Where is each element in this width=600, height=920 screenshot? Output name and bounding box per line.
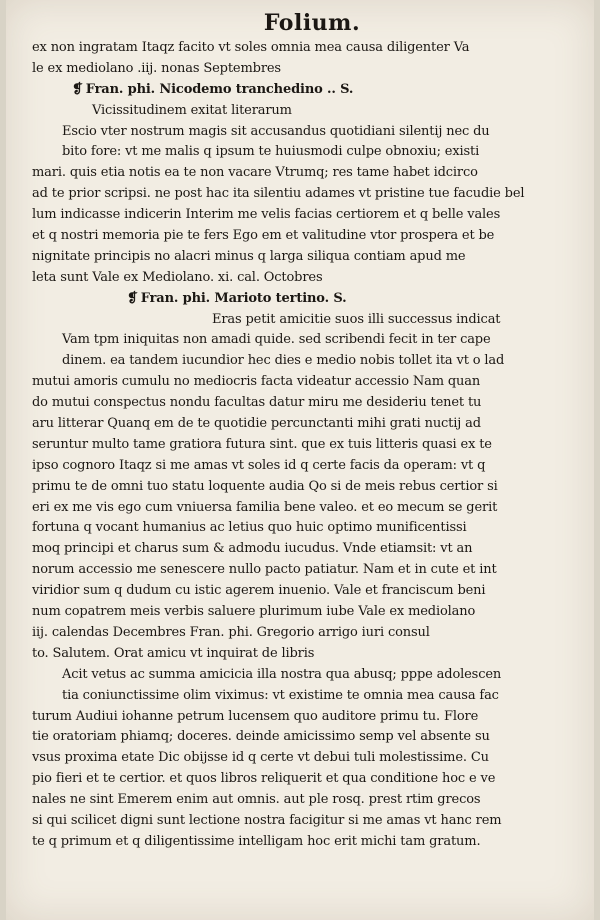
text-line: viridior sum q dudum cu istic agerem inuenio. Vale et franciscum beni — [32, 583, 486, 599]
text-line: moq principi et charus sum & admodu iucudus. Vnde etiamsit: vt an — [32, 541, 473, 557]
letter-argument: Eras petit amicitie suos illi successus indicat — [212, 311, 501, 327]
text-line: primu te de omni tuo statu loquente audia Qo si de meis rebus certior si — [32, 478, 498, 494]
text-line: Acit vetus ac summa amicicia illa nostra qua abusq; pppe adolescen — [62, 666, 502, 682]
text-line: ad te prior scripsi. ne post hac ita silentiu adames vt pristine tue facudie bel — [32, 186, 525, 202]
text-line: seruntur multo tame gratiora futura sint. que ex tuis litteris quasi ex te — [32, 436, 492, 452]
text-line: bito fore: vt me malis q ipsum te huiusmodi culpe obnoxiu; existi — [62, 144, 480, 160]
text-line: Vam tpm iniquitas non amadi quide. sed scribendi fecit in ter cape — [62, 332, 491, 348]
text-line: lum indicasse indicerin Interim me velis facias certiorem et q belle vales — [32, 207, 501, 223]
letter-heading — [32, 289, 582, 310]
text-line: tie oratoriam phiamq; doceres. deinde amicissimo semp vel absente su — [32, 729, 490, 745]
text-line: vsus proxima etate Dic obijsse id q certe vt debui tuli molestissime. Cu — [32, 750, 489, 766]
text-line: Escio vter nostrum magis sit accusandus quotidiani silentij nec du — [62, 123, 490, 139]
text-line: et q nostri memoria pie te fers Ego em et valitudine vtor prospera et be — [32, 228, 495, 244]
text-line: nales ne sint Emerem enim aut omnis. aut ple rosq. prest rtim grecos — [32, 792, 481, 808]
text-line: aru litterar Quanq em de te quotidie percunctanti mihi grati nuctij ad — [32, 416, 481, 432]
text-line: to. Salutem. Orat amicu vt inquirat de libris — [32, 645, 315, 661]
book-page — [6, 0, 594, 920]
text-line: iij. calendas Decembres Fran. phi. Gregorio arrigo iuri consul — [32, 624, 430, 640]
letter-argument: Vicissitudinem exitat literarum — [92, 102, 292, 118]
text-line: do mutui conspectus nondu facultas datur miru me desideriu tenet tu — [32, 395, 482, 411]
letter-block — [32, 330, 582, 664]
letter-addressee: Fran. phi. Nicodemo tranchedino .. S. — [85, 81, 354, 97]
text-line: eri ex me vis ego cum vniuersa familia bene valeo. et eo mecum se gerit — [32, 499, 498, 515]
paragraph-mark-icon: ❡ — [127, 290, 138, 306]
text-line: te q primum et q diligentissime intelligam hoc erit michi tam gratum. — [32, 833, 481, 849]
text-line: fortuna q vocant humanius ac letius quo huic optimo munificentissi — [32, 520, 467, 536]
text-line: norum accessio me senescere nullo pacto patiatur. Nam et in cute et int — [32, 562, 497, 578]
text-line: pio fieri et te certior. et quos libros reliquerit et qua conditione hoc e ve — [32, 771, 496, 787]
text-line: num copatrem meis verbis saluere plurimum iube Vale ex mediolano — [32, 604, 476, 620]
text-line: mari. quis etia notis ea te non vacare Vtrumq; res tame habet idcirco — [32, 165, 478, 181]
text-line: mutui amoris cumulu no mediocris facta videatur accessio Nam quan — [32, 374, 481, 390]
text-line: dinem. ea tandem iucundior hec dies e medio nobis tollet ita vt o lad — [62, 353, 505, 369]
text-line: tia coniunctissime olim viximus: vt existime te omnia mea causa fac — [62, 687, 499, 703]
text-line: si qui scilicet digni sunt lectione nostra facigitur si me amas vt hanc rem — [32, 812, 502, 828]
text-line: le ex mediolano .iij. nonas Septembres — [32, 60, 281, 76]
text-line: ipso cognoro Itaqz si me amas vt soles id q certe facis da operam: vt q — [32, 457, 486, 473]
letter-block — [32, 665, 582, 853]
paragraph-mark-icon: ❡ — [72, 81, 83, 97]
text-line: nignitate principis no alacri minus q larga siliqua contiam apud me — [32, 248, 466, 264]
text-line: ex non ingratam Itaqz facito vt soles omnia mea causa diligenter Va — [32, 40, 470, 55]
text-line: leta sunt Vale ex Mediolano. xi. cal. Octobres — [32, 269, 323, 285]
page-text — [32, 8, 582, 853]
text-line: turum Audiui iohanne petrum lucensem quo auditore primu tu. Flore — [32, 708, 479, 724]
letter-addressee: Fran. phi. Marioto tertino. S. — [140, 290, 347, 306]
folio-heading: Folium. — [263, 10, 361, 36]
letter-heading — [32, 80, 582, 101]
letter-block — [32, 122, 582, 289]
